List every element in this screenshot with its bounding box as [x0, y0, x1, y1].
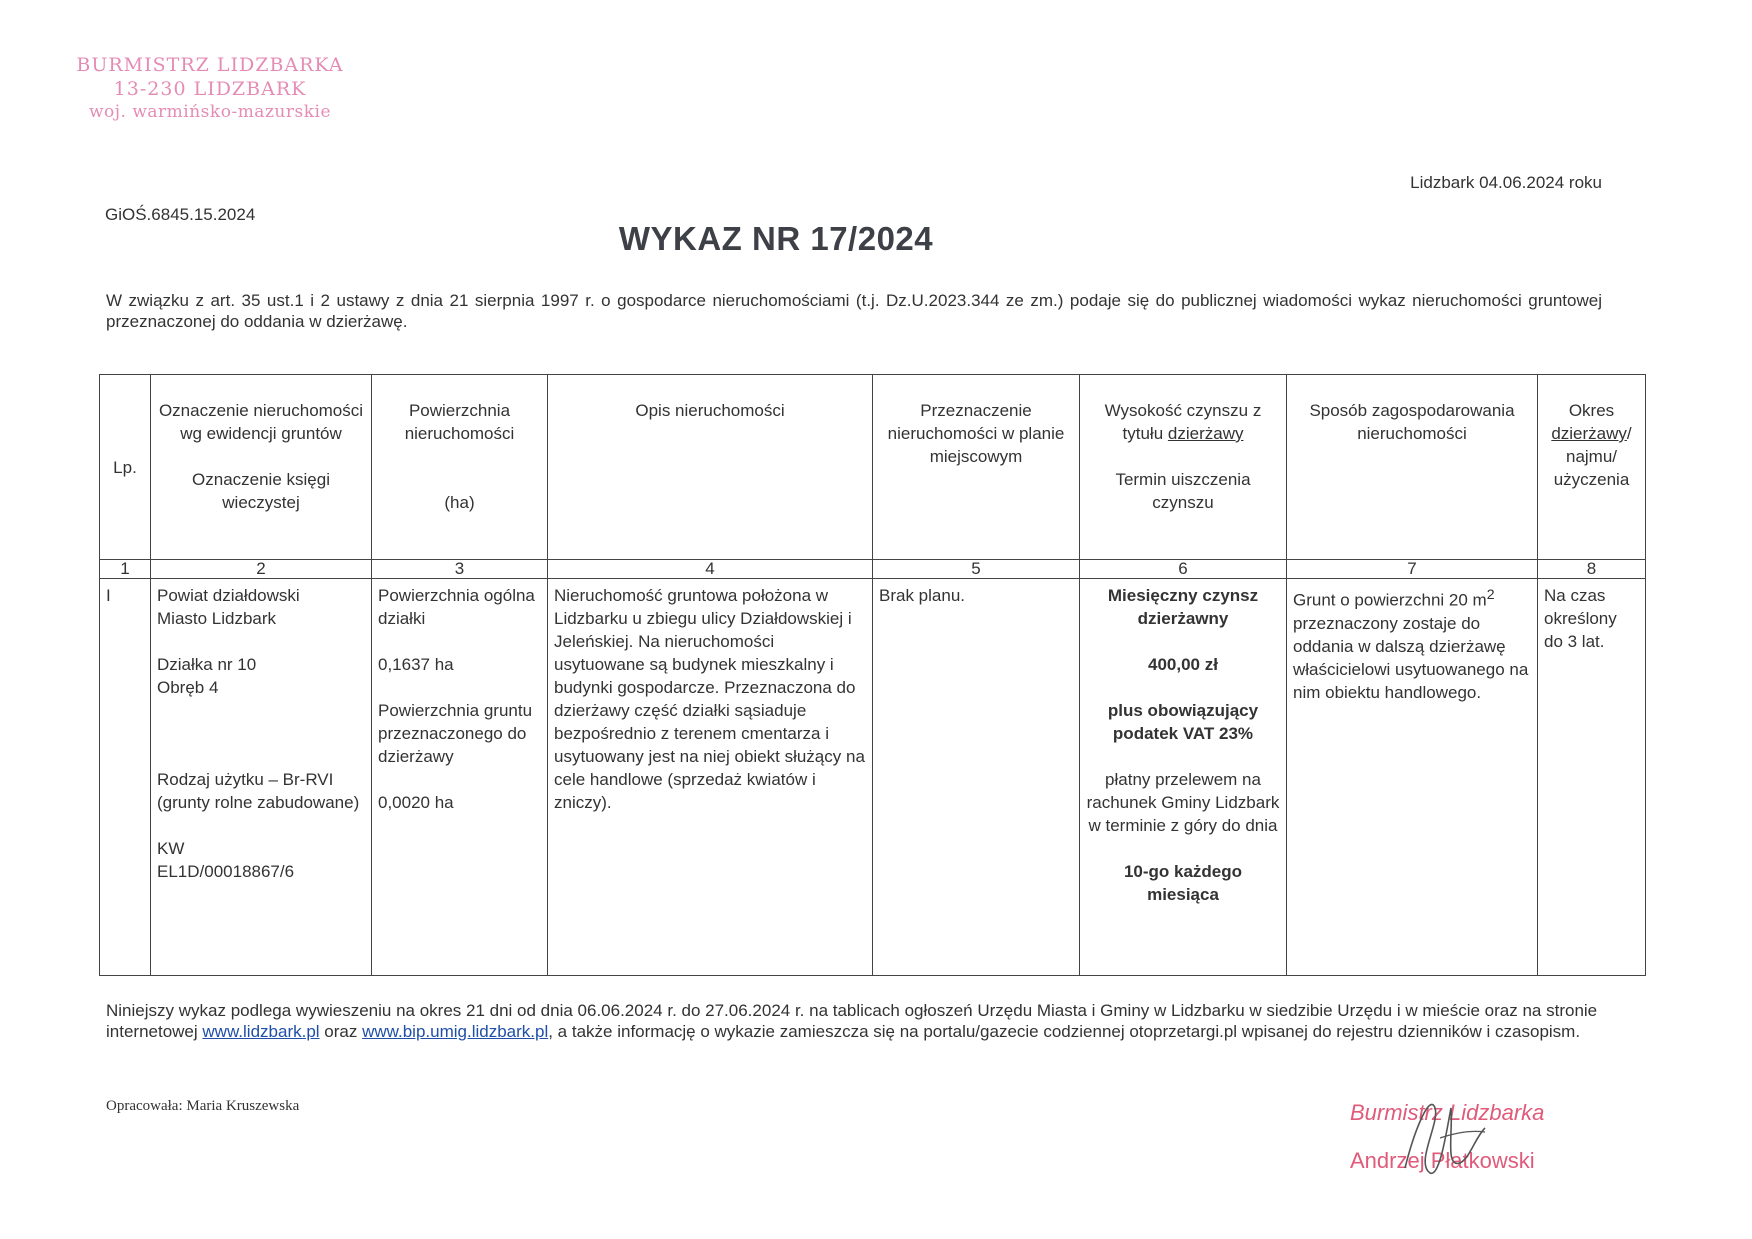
rent-amount: 400,00 zł: [1148, 655, 1218, 674]
column-number: 5: [873, 560, 1080, 579]
header-period-post: / najmu/ użyczenia: [1553, 424, 1632, 489]
town-text: Miasto Lidzbark: [157, 609, 277, 628]
signature-name: Andrzej Płatkowski: [1350, 1148, 1535, 1173]
handwritten-signature-icon: [1385, 1088, 1505, 1188]
footer-text-3: , a także informację o wykazie zamieszcza się na portalu/gazecie codziennej otoprzetargi.pl wpisanej do rejestru dzienników i czasopism.: [548, 1022, 1581, 1041]
header-area-main: Powierzchnia nieruchomości: [404, 401, 515, 443]
header-period-pre: Okres: [1568, 401, 1615, 420]
land-register-label: KW: [157, 839, 185, 858]
plot-number: Działka nr 10: [157, 655, 257, 674]
header-rent: [1080, 375, 1287, 560]
footer-text-2: oraz: [319, 1022, 363, 1041]
precinct: Obręb 4: [157, 678, 219, 697]
county-text: Powiat działdowski: [157, 586, 300, 605]
table-header-row: [100, 375, 1646, 560]
payment-method: płatny przelewem na rachunek Gminy Lidzbark w terminie z góry do dnia: [1086, 770, 1280, 835]
header-lp: Lp.: [100, 375, 151, 560]
table-row: [100, 579, 1646, 976]
cell-rent: [1080, 579, 1287, 976]
land-register-number: EL1D/00018867/6: [157, 862, 295, 881]
cell-zoning-plan: Brak planu.: [873, 579, 1080, 976]
column-number: 6: [1080, 560, 1287, 579]
cell-designation: [151, 579, 372, 976]
lidzbark-website-link[interactable]: www.lidzbark.pl: [202, 1022, 320, 1041]
header-rent-amount-text: Wysokość czynszu z tytułu: [1104, 401, 1262, 443]
column-number: 3: [372, 560, 548, 579]
footer-paragraph: [106, 1000, 1602, 1042]
development-text-start: Grunt o powierzchni 20 m: [1293, 590, 1487, 610]
header-development: Sposób zagospodarowania nieruchomości: [1287, 375, 1538, 560]
total-area-label: Powierzchnia ogólna działki: [378, 586, 535, 628]
official-stamp: [70, 54, 350, 122]
column-number: 1: [100, 560, 151, 579]
prepared-by: Opracowała: Maria Kruszewska: [106, 1098, 300, 1114]
column-number-row: [100, 560, 1646, 579]
column-number: 7: [1287, 560, 1538, 579]
column-number: 4: [548, 560, 873, 579]
header-period-lease-word: dzierżawy: [1551, 424, 1627, 443]
header-rent-amount: [1086, 399, 1280, 445]
document-title: WYKAZ NR 17/2024: [618, 220, 934, 257]
header-rent-lease-word: dzierżawy: [1167, 424, 1244, 443]
header-zoning-plan: Przeznaczenie nieruchomości w planie miejscowym: [873, 375, 1080, 560]
signature-block: [1350, 1100, 1590, 1180]
cell-period: Na czas określony do 3 lat.: [1538, 579, 1646, 976]
area-unit-superscript: 2: [1486, 587, 1495, 603]
intro-paragraph: W związku z art. 35 ust.1 i 2 ustawy z dnia 21 sierpnia 1997 r. o gospodarce nieruchomościami (t.j. Dz.U.2023.344 ze zm.) podaje się do publicznej wiadomości wykaz nieruchomości gruntowej przeznaczonej do oddania w dzierżawę.: [106, 291, 1602, 331]
total-area-value: 0,1637 ha: [378, 655, 454, 674]
cell-area: [372, 579, 548, 976]
vat-note: plus obowiązujący podatek VAT 23%: [1107, 701, 1259, 743]
stamp-line-3: woj. warmińsko-mazurskie: [89, 102, 331, 122]
document-date: Lidzbark 04.06.2024 roku: [1410, 173, 1602, 192]
header-area-unit: (ha): [444, 493, 475, 512]
header-designation: [151, 375, 372, 560]
header-description: Opis nieruchomości: [548, 375, 873, 560]
cell-development: [1287, 579, 1538, 976]
payment-due-day: 10-go każdego miesiąca: [1123, 862, 1243, 904]
property-table: [99, 374, 1646, 976]
signature-title: Burmistrz Lidzbarka: [1350, 1100, 1545, 1125]
lease-area-label: Powierzchnia gruntu przeznaczonego do dzierżawy: [378, 701, 533, 766]
land-use-type: Rodzaj użytku – Br-RVI (grunty rolne zabudowane): [157, 770, 360, 812]
bip-website-link[interactable]: www.bip.umig.lidzbark.pl: [362, 1022, 549, 1041]
footer-text-1: Niniejszy wykaz podlega wywieszeniu na okres 21 dni od dnia 06.06.2024 r. do 27.06.2024 r. na tablicach ogłoszeń Urzędu Miasta i Gminy w Lidzbarku w siedzibie Urzędu i w mieście oraz na stronie internetowej: [106, 1001, 1598, 1041]
header-payment-term: Termin uiszczenia czynszu: [1115, 470, 1251, 512]
header-land-register: Oznaczenie księgi wieczystej: [192, 470, 330, 512]
header-period: [1538, 375, 1646, 560]
reference-number: GiOŚ.6845.15.2024: [105, 205, 256, 224]
column-number: 2: [151, 560, 372, 579]
lease-area-value: 0,0020 ha: [378, 793, 454, 812]
cell-description: Nieruchomość gruntowa położona w Lidzbarku u zbiegu ulicy Działdowskiej i Jeleńskiej. Na nieruchomości usytuowane są budynek mieszkalny i budynki gospodarcze. Przeznaczona do dzierżawy część działki sąsiaduje bezpośrednio z terenem cmentarza i usytuowany jest na niej obiekt służący na cele handlowe (sprzedaż kwiatów i zniczy).: [548, 579, 873, 976]
header-area: [372, 375, 548, 560]
stamp-line-1: BURMISTRZ LIDZBARKA: [76, 54, 344, 76]
column-number: 8: [1538, 560, 1646, 579]
cell-lp: I: [100, 579, 151, 976]
header-designation-main: Oznaczenie nieruchomości wg ewidencji gruntów: [158, 401, 364, 443]
development-text-end: przeznaczony zostaje do oddania w dalszą dzierżawę właścicielowi usytuowanego na nim obiektu handlowego.: [1293, 613, 1529, 702]
rent-label: Miesięczny czynsz dzierżawny: [1107, 586, 1259, 628]
stamp-line-2: 13-230 LIDZBARK: [113, 78, 307, 100]
